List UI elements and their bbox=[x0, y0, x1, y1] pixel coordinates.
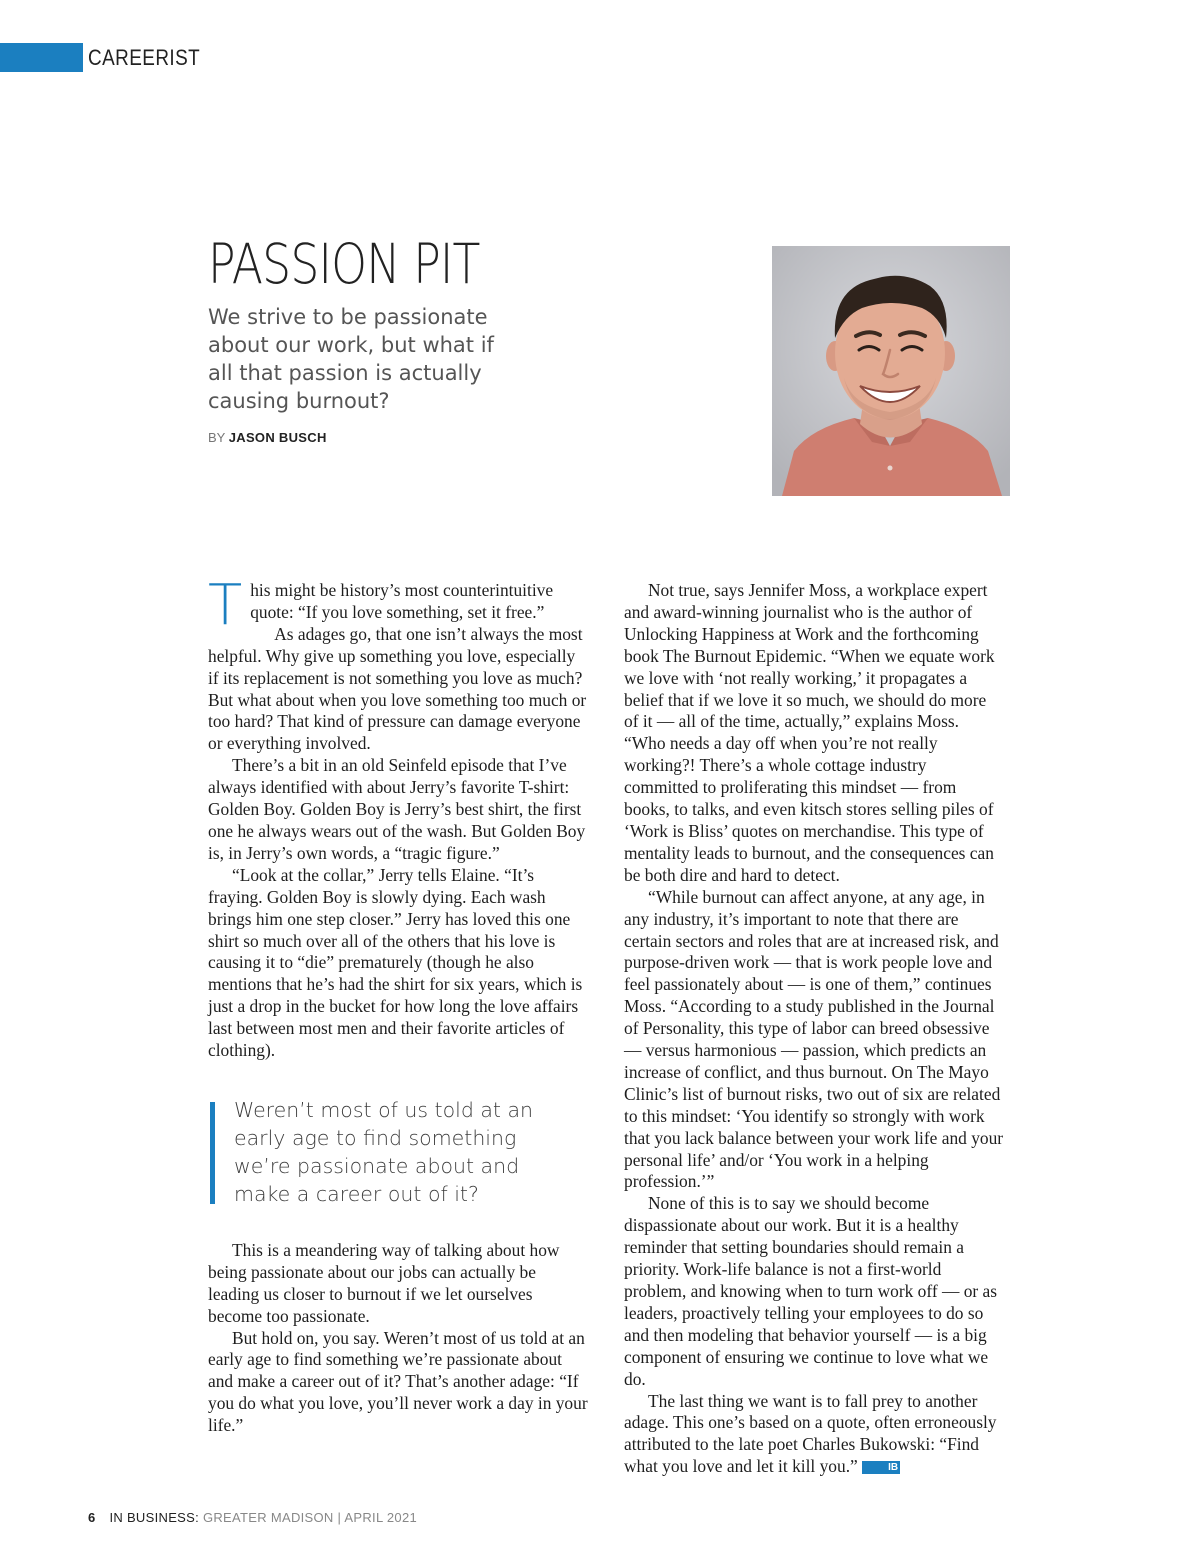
pull-quote-line: early age to find something bbox=[234, 1125, 517, 1150]
dek-line: We strive to be passionate bbox=[208, 305, 488, 329]
paragraph-text: The last thing we want is to fall prey to another adage. This one’s based on a quote, often erroneously attributed to the late poet Charles Bukowski: “Find what you love and let it kill you.” bbox=[624, 1390, 997, 1477]
pull-quote-line: we’re passionate about and bbox=[234, 1153, 520, 1178]
article-dek bbox=[208, 303, 508, 415]
publication-name: IN BUSINESS: bbox=[109, 1510, 200, 1525]
article-column-right bbox=[624, 580, 1004, 1478]
paragraph: There’s a bit in an old Seinfeld episode that I’ve always identified with about Jerry’s favorite T-shirt: Golden Boy. Golden Boy is Jerry’s best shirt, the first one he always wears out of the wash. But Golden Boy is, in Jerry’s own words, a “tragic figure.” bbox=[208, 755, 586, 863]
paragraph-text: his might be history’s most counterintuitive quote: “If you love something, set it free.” bbox=[250, 580, 554, 622]
article-column-left bbox=[208, 573, 588, 1437]
pull-quote-line: make a career out of it? bbox=[234, 1181, 479, 1206]
paragraph: Not true, says Jennifer Moss, a workplace expert and award-winning journalist who is the author of Unlocking Happiness at Work and the forthcoming book The Burnout Epidemic. “When we equate work we love with ‘not really working,’ it propagates a belief that if we love it so much, we should do more of it — all of the time, actually,” explains Moss. “Who needs a day off when you’re not really working?! There’s a whole cottage industry committed to proliferating this mindset — from books, to talks, and even kitsch stores selling piles of ‘Work is Bliss’ quotes on merchandise. This type of mentality leads to burnout, and the consequences can be both dire and hard to detect. bbox=[624, 580, 995, 885]
paragraph: As adages go, that one isn’t always the most helpful. Why give up something you love, especially if its replacement is not something you love as much? But what about when you love something too much or too hard? That kind of pressure can damage everyone or everything involved. bbox=[208, 623, 587, 754]
paragraph: “Look at the collar,” Jerry tells Elaine. “It’s fraying. Golden Boy is slowly dying. Each wash brings him one step closer.” Jerry has loved this one shirt so much over all of the others that his love is causing it to “die” prematurely (though he also mentions that he’s had the shirt for six years, which is just a drop in the bucket for how long the love affairs last between most men and their favorite articles of clothing). bbox=[208, 864, 583, 1061]
edition-info: GREATER MADISON | APRIL 2021 bbox=[202, 1510, 418, 1525]
author-name: JASON BUSCH bbox=[228, 430, 327, 445]
author-photo bbox=[772, 246, 1010, 496]
author-portrait-image bbox=[772, 246, 1010, 496]
article-headline: PASSION PIT bbox=[208, 232, 480, 296]
page-footer bbox=[88, 1510, 417, 1525]
paragraph: None of this is to say we should become dispassionate about our work. But it is a healthy reminder that setting boundaries should remain a priority. Work-life balance is not a first-world problem, and knowing when to turn work off — or as leaders, proactively telling your employees to do so and then modeling that behavior yourself — is a big component of ensuring we continue to love what we do. bbox=[624, 1193, 998, 1389]
paragraph: This is a meandering way of talking about how being passionate about our jobs can actually be leading us closer to burnout if we let ourselves become too passionate. bbox=[208, 1239, 560, 1326]
byline-prefix: BY bbox=[208, 430, 226, 445]
section-label: CAREERIST bbox=[88, 45, 201, 70]
byline bbox=[208, 430, 327, 445]
paragraph-final bbox=[624, 1391, 1004, 1479]
paragraph: But hold on, you say. Weren’t most of us told at an early age to find something we’re passionate about and make a career out of it? That’s another adage: “If you do what you love, you’ll never work a day in your life.” bbox=[208, 1327, 588, 1436]
dek-line: causing burnout? bbox=[208, 389, 390, 413]
drop-cap: T bbox=[208, 573, 243, 638]
section-color-tab bbox=[0, 43, 83, 72]
page-number: 6 bbox=[88, 1510, 96, 1525]
pull-quote-line: Weren’t most of us told at an bbox=[234, 1097, 534, 1122]
paragraph: “While burnout can affect anyone, at any age, in any industry, it’s important to note that there are certain sectors and roles that are at increased risk, and purpose-driven work — that is work people love and feel passionately about — is one of them,” continues Moss. “According to a study published in the Journal of Personality, this type of labor can breed obsessive — versus harmonious — passion, which predicts an increase of conflict, and thus burnout. On The Mayo Clinic’s list of burnout risks, two out of six are related to this mindset: ‘You identify so strongly with work that you lack balance between your work life and your personal life’ and/or ‘You work in a helping profession.’” bbox=[624, 886, 1004, 1192]
pull-quote bbox=[208, 1096, 588, 1208]
dek-line: all that passion is actually bbox=[208, 361, 482, 385]
dek-line: about our work, but what if bbox=[208, 333, 494, 357]
end-mark-icon: IB bbox=[862, 1461, 900, 1474]
paragraph-lead bbox=[208, 573, 588, 638]
